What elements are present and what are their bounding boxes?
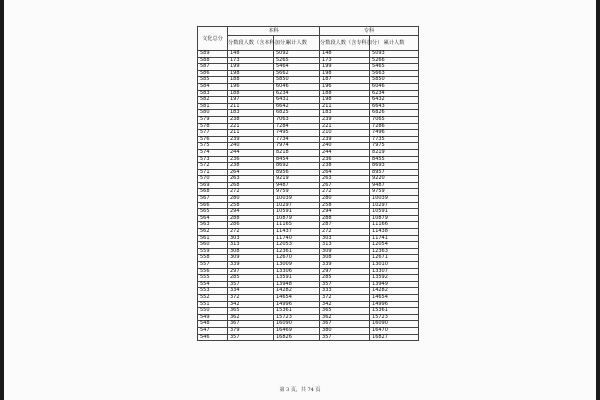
zhuanke-segment-cell: 272 [320,229,370,236]
score-cell: 579 [198,116,228,123]
zhuanke-cumulative-cell: 15361 [370,308,419,315]
zhuanke-segment-cell: 342 [320,301,370,308]
zhuanke-cumulative-cell: 6643 [370,103,419,110]
benke-segment-cell: 313 [228,242,274,249]
zhuanke-cumulative-cell: 9220 [370,176,419,183]
score-cell: 562 [198,229,228,236]
score-cell: 581 [198,103,228,110]
score-cell: 563 [198,222,228,229]
benke-segment-cell: 285 [228,275,274,282]
zhuanke-cumulative-cell: 12054 [370,242,419,249]
score-cell: 547 [198,327,228,334]
zhuanke-cumulative-cell: 5093 [370,51,419,58]
benke-segment-cell: 294 [228,209,274,216]
zhuanke-segment-cell: 294 [320,209,370,216]
zhuanke-segment-cell: 238 [320,163,370,170]
score-cell: 585 [198,77,228,84]
benke-cumulative-cell: 14996 [274,301,320,308]
benke-segment-cell: 240 [228,143,274,150]
zhuanke-cumulative-cell: 8219 [370,149,419,156]
zhuanke-segment-cell: 308 [320,255,370,262]
zhuanke-segment-cell: 183 [320,110,370,117]
benke-segment-cell: 173 [228,57,274,64]
benke-cumulative-cell: 11165 [274,222,320,229]
benke-cumulative-header: 累计人数 [274,36,320,51]
scan-border-right [596,0,600,400]
zhuanke-cumulative-cell: 12363 [370,248,419,255]
score-cell: 568 [198,189,228,196]
score-cell: 587 [198,64,228,71]
benke-segment-cell: 239 [228,136,274,143]
zhuanke-segment-count-header: 分数段人数（含专科加分） [320,36,370,51]
zhuanke-segment-cell: 236 [320,156,370,163]
zhuanke-cumulative-cell: 14282 [370,288,419,295]
score-cell: 558 [198,255,228,262]
zhuanke-segment-cell: 188 [320,90,370,97]
benke-segment-cell: 148 [228,51,274,58]
benke-segment-cell: 197 [228,97,274,104]
benke-cumulative-cell: 6431 [274,97,320,104]
score-cell: 573 [198,156,228,163]
benke-cumulative-cell: 12053 [274,242,320,249]
zhuanke-cumulative-cell: 13592 [370,275,419,282]
benke-segment-cell: 272 [228,229,274,236]
benke-segment-cell: 211 [228,103,274,110]
zhuanke-cumulative-cell: 6234 [370,90,419,97]
zhuanke-cumulative-cell: 10039 [370,196,419,203]
zhuanke-segment-cell: 365 [320,308,370,315]
zhuanke-segment-cell: 285 [320,275,370,282]
benke-segment-cell: 268 [228,182,274,189]
benke-segment-cell: 188 [228,90,274,97]
benke-segment-cell: 308 [228,248,274,255]
zhuanke-cumulative-cell: 11741 [370,235,419,242]
benke-segment-cell: 372 [228,294,274,301]
score-cell: 574 [198,149,228,156]
benke-segment-cell: 297 [228,268,274,275]
benke-segment-cell: 309 [228,255,274,262]
benke-segment-cell: 211 [228,130,274,137]
benke-cumulative-cell: 12361 [274,248,320,255]
benke-segment-count-header: 分数段人数（含本科加分） [228,36,274,51]
zhuanke-segment-cell: 263 [320,176,370,183]
zhuanke-cumulative-cell: 6046 [370,83,419,90]
zhuanke-segment-cell: 333 [320,288,370,295]
benke-segment-cell: 238 [228,163,274,170]
zhuanke-segment-cell: 367 [320,321,370,328]
zhuanke-cumulative-cell: 15723 [370,314,419,321]
zhuanke-segment-cell: 272 [320,189,370,196]
benke-segment-cell: 286 [228,222,274,229]
benke-cumulative-cell: 16090 [274,321,320,328]
zhuanke-cumulative-cell: 10879 [370,215,419,222]
score-cell: 561 [198,235,228,242]
zhuanke-segment-cell: 303 [320,235,370,242]
score-cell: 567 [198,196,228,203]
benke-segment-cell: 244 [228,149,274,156]
benke-cumulative-cell: 11740 [274,235,320,242]
score-cell: 564 [198,215,228,222]
benke-cumulative-cell: 7734 [274,136,320,143]
benke-cumulative-cell: 16826 [274,334,320,341]
benke-segment-cell: 357 [228,281,274,288]
benke-segment-cell: 221 [228,123,274,130]
zhuanke-cumulative-cell: 5266 [370,57,419,64]
benke-cumulative-cell: 8218 [274,149,320,156]
zhuanke-segment-cell: 199 [320,64,370,71]
score-cell: 576 [198,136,228,143]
benke-cumulative-cell: 12670 [274,255,320,262]
zhuanke-segment-cell: 372 [320,294,370,301]
zhuanke-cumulative-cell: 14654 [370,294,419,301]
benke-cumulative-cell: 15361 [274,308,320,315]
score-cell: 565 [198,209,228,216]
zhuanke-cumulative-cell: 9759 [370,189,419,196]
score-cell: 570 [198,176,228,183]
score-cell: 548 [198,321,228,328]
zhuanke-segment-cell: 380 [320,327,370,334]
zhuanke-segment-cell: 198 [320,97,370,104]
benke-segment-cell: 334 [228,288,274,295]
score-cell: 575 [198,143,228,150]
score-cell: 569 [198,182,228,189]
score-column-header: 文化总分 [198,27,228,51]
score-cell: 578 [198,123,228,130]
zhuanke-cumulative-cell: 6432 [370,97,419,104]
benke-segment-cell: 379 [228,327,274,334]
zhuanke-segment-cell: 239 [320,136,370,143]
zhuanke-cumulative-cell: 5850 [370,77,419,84]
score-cell: 559 [198,248,228,255]
benke-segment-cell: 339 [228,262,274,269]
benke-cumulative-cell: 10879 [274,215,320,222]
benke-segment-cell: 288 [228,215,274,222]
benke-segment-cell: 263 [228,176,274,183]
zhuanke-segment-cell: 221 [320,123,370,130]
zhuanke-cumulative-cell: 7065 [370,116,419,123]
zhuanke-cumulative-cell: 5465 [370,64,419,71]
score-cell: 571 [198,169,228,176]
benke-cumulative-cell: 8692 [274,163,320,170]
zhuanke-segment-cell: 313 [320,242,370,249]
benke-cumulative-cell: 9487 [274,182,320,189]
zhuanke-cumulative-cell: 6826 [370,110,419,117]
zhuanke-cumulative-cell: 7975 [370,143,419,150]
zhuanke-segment-cell: 240 [320,143,370,150]
benke-segment-cell: 238 [228,116,274,123]
benke-cumulative-cell: 7974 [274,143,320,150]
zhuanke-segment-cell: 244 [320,149,370,156]
score-cell: 550 [198,308,228,315]
benke-cumulative-cell: 7495 [274,130,320,137]
benke-segment-cell: 303 [228,235,274,242]
zhuanke-segment-cell: 357 [320,334,370,341]
zhuanke-cumulative-cell: 16827 [370,334,419,341]
benke-segment-cell: 272 [228,189,274,196]
zhuanke-group-header: 专科 [320,27,419,36]
score-cell: 554 [198,281,228,288]
benke-segment-cell: 198 [228,70,274,77]
zhuanke-segment-cell: 210 [320,130,370,137]
benke-cumulative-cell: 10039 [274,196,320,203]
benke-segment-cell: 342 [228,301,274,308]
benke-cumulative-cell: 13591 [274,275,320,282]
zhuanke-segment-cell: 362 [320,314,370,321]
score-cell: 560 [198,242,228,249]
score-distribution-table [197,26,419,341]
benke-segment-cell: 264 [228,169,274,176]
benke-segment-cell: 188 [228,77,274,84]
zhuanke-cumulative-cell: 8693 [370,163,419,170]
zhuanke-cumulative-cell: 11166 [370,222,419,229]
zhuanke-segment-cell: 357 [320,281,370,288]
benke-segment-cell: 196 [228,83,274,90]
zhuanke-cumulative-cell: 9487 [370,182,419,189]
score-cell: 555 [198,275,228,282]
zhuanke-segment-cell: 287 [320,222,370,229]
benke-cumulative-cell: 13948 [274,281,320,288]
score-cell: 551 [198,301,228,308]
benke-segment-cell: 236 [228,156,274,163]
score-cell: 582 [198,97,228,104]
score-cell: 572 [198,163,228,170]
benke-segment-cell: 362 [228,314,274,321]
zhuanke-cumulative-cell: 16470 [370,327,419,334]
benke-cumulative-cell: 7284 [274,123,320,130]
zhuanke-cumulative-cell: 13949 [370,281,419,288]
benke-cumulative-cell: 6046 [274,83,320,90]
benke-group-header: 本科 [228,27,320,36]
benke-cumulative-cell: 10297 [274,202,320,209]
zhuanke-cumulative-cell: 12671 [370,255,419,262]
zhuanke-segment-cell: 198 [320,70,370,77]
score-table-body [198,51,419,341]
benke-segment-cell: 280 [228,196,274,203]
benke-cumulative-cell: 5464 [274,64,320,71]
document-page [4,0,596,400]
benke-cumulative-cell: 14654 [274,294,320,301]
benke-segment-cell: 365 [228,308,274,315]
zhuanke-segment-cell: 309 [320,248,370,255]
page-footer: 第 3 页，共 74 页 [279,387,321,393]
zhuanke-segment-cell: 297 [320,268,370,275]
benke-segment-cell: 357 [228,334,274,341]
zhuanke-segment-cell: 258 [320,202,370,209]
zhuanke-segment-cell: 173 [320,57,370,64]
benke-cumulative-cell: 5265 [274,57,320,64]
score-cell: 584 [198,83,228,90]
benke-cumulative-cell: 5850 [274,77,320,84]
zhuanke-segment-cell: 211 [320,103,370,110]
score-cell: 566 [198,202,228,209]
zhuanke-segment-cell: 239 [320,116,370,123]
score-cell: 588 [198,57,228,64]
benke-cumulative-cell: 6234 [274,90,320,97]
benke-cumulative-cell: 16469 [274,327,320,334]
zhuanke-segment-cell: 288 [320,215,370,222]
score-cell: 549 [198,314,228,321]
score-cell: 553 [198,288,228,295]
score-cell: 583 [198,90,228,97]
benke-cumulative-cell: 15723 [274,314,320,321]
benke-cumulative-cell: 5662 [274,70,320,77]
benke-cumulative-cell: 7063 [274,116,320,123]
zhuanke-cumulative-cell: 11438 [370,229,419,236]
score-cell: 546 [198,334,228,341]
score-cell: 557 [198,262,228,269]
zhuanke-segment-cell: 280 [320,196,370,203]
benke-cumulative-cell: 5092 [274,51,320,58]
score-cell: 552 [198,294,228,301]
zhuanke-cumulative-cell: 10591 [370,209,419,216]
zhuanke-cumulative-cell: 10297 [370,202,419,209]
benke-cumulative-cell: 10591 [274,209,320,216]
benke-cumulative-cell: 8956 [274,169,320,176]
zhuanke-cumulative-header: 累计人数 [370,36,419,51]
zhuanke-cumulative-cell: 13307 [370,268,419,275]
table-row [198,334,419,341]
benke-cumulative-cell: 9219 [274,176,320,183]
zhuanke-cumulative-cell: 7735 [370,136,419,143]
table-row [198,149,419,156]
benke-cumulative-cell: 13306 [274,268,320,275]
zhuanke-segment-cell: 339 [320,262,370,269]
benke-cumulative-cell: 6642 [274,103,320,110]
zhuanke-cumulative-cell: 7286 [370,123,419,130]
score-cell: 580 [198,110,228,117]
score-cell: 577 [198,130,228,137]
zhuanke-segment-cell: 187 [320,77,370,84]
benke-cumulative-cell: 9759 [274,189,320,196]
benke-cumulative-cell: 11437 [274,229,320,236]
benke-segment-cell: 367 [228,321,274,328]
zhuanke-cumulative-cell: 14996 [370,301,419,308]
zhuanke-segment-cell: 196 [320,83,370,90]
benke-segment-cell: 258 [228,202,274,209]
benke-cumulative-cell: 6825 [274,110,320,117]
benke-cumulative-cell: 13009 [274,262,320,269]
zhuanke-segment-cell: 267 [320,182,370,189]
score-cell: 586 [198,70,228,77]
zhuanke-cumulative-cell: 13010 [370,262,419,269]
benke-segment-cell: 183 [228,110,274,117]
benke-cumulative-cell: 8454 [274,156,320,163]
zhuanke-cumulative-cell: 7496 [370,130,419,137]
zhuanke-segment-cell: 148 [320,51,370,58]
score-cell: 556 [198,268,228,275]
benke-cumulative-cell: 14282 [274,288,320,295]
zhuanke-cumulative-cell: 8957 [370,169,419,176]
benke-segment-cell: 199 [228,64,274,71]
zhuanke-cumulative-cell: 5663 [370,70,419,77]
zhuanke-cumulative-cell: 8455 [370,156,419,163]
zhuanke-segment-cell: 264 [320,169,370,176]
score-cell: 589 [198,51,228,58]
zhuanke-cumulative-cell: 16090 [370,321,419,328]
